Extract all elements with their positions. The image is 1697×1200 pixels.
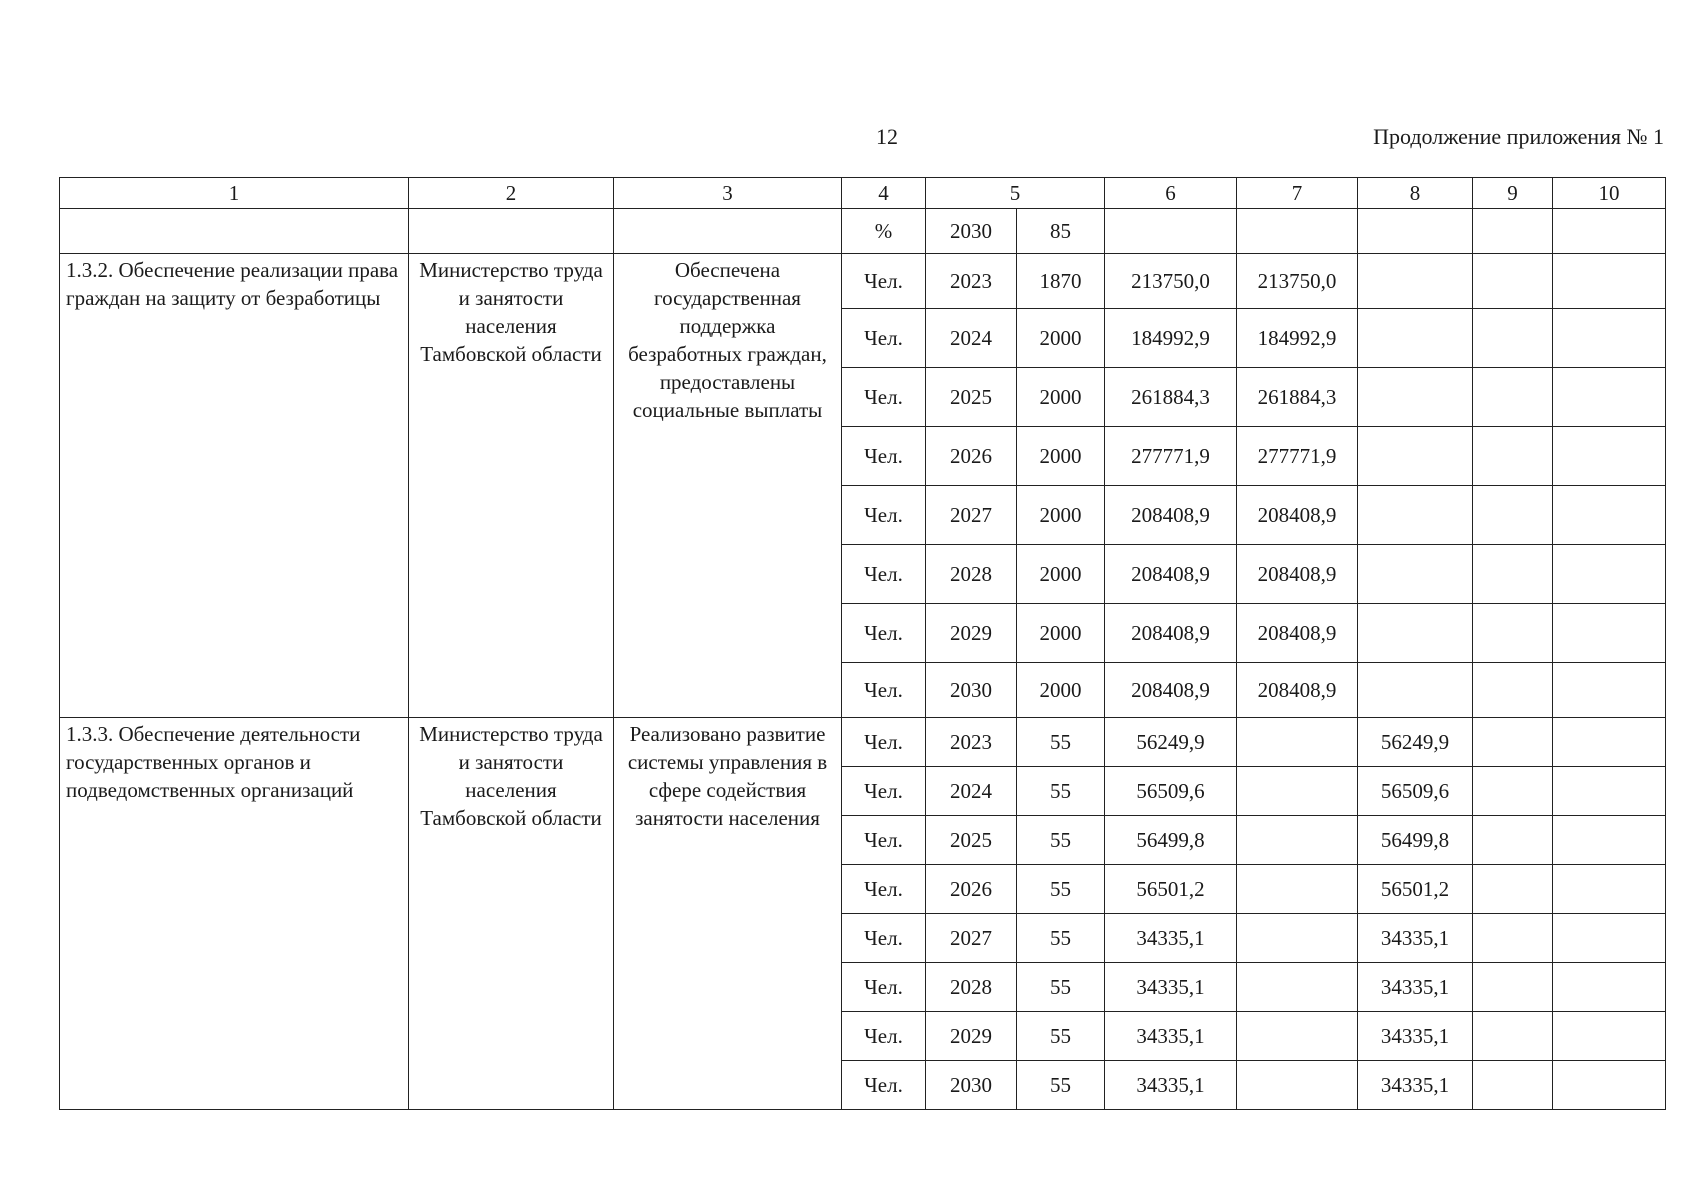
amount-col9-cell [1473, 663, 1553, 718]
column-number: 1 [60, 178, 409, 209]
value-cell: 55 [1017, 816, 1105, 865]
measure-name: 1.3.3. Обеспечение деятельности государственных органов и подведомственных организаций [60, 718, 409, 1110]
column-number: 7 [1237, 178, 1358, 209]
unit-cell: Чел. [842, 604, 926, 663]
amount-col10-cell [1553, 309, 1666, 368]
amount-col7-cell: 208408,9 [1237, 545, 1358, 604]
amount-col9-cell [1473, 1061, 1553, 1110]
amount-col8-cell [1358, 254, 1473, 309]
unit-cell: % [842, 209, 926, 254]
amount-col7-cell: 277771,9 [1237, 427, 1358, 486]
amount-col6-cell: 208408,9 [1105, 486, 1237, 545]
amount-col7-cell: 261884,3 [1237, 368, 1358, 427]
amount-col8-cell [1358, 545, 1473, 604]
table-row [60, 718, 1666, 767]
value-cell: 55 [1017, 1061, 1105, 1110]
year-cell: 2027 [926, 914, 1017, 963]
amount-col8-cell: 34335,1 [1358, 963, 1473, 1012]
amount-col10-cell [1553, 865, 1666, 914]
value-cell: 1870 [1017, 254, 1105, 309]
continuation-label: Продолжение приложения № 1 [1373, 124, 1664, 149]
amount-col6-cell: 213750,0 [1105, 254, 1237, 309]
amount-col6-cell: 56249,9 [1105, 718, 1237, 767]
amount-col8-cell [1358, 663, 1473, 718]
amount-col8-cell: 56249,9 [1358, 718, 1473, 767]
amount-col6-cell: 184992,9 [1105, 309, 1237, 368]
unit-cell: Чел. [842, 427, 926, 486]
amount-col9-cell [1473, 816, 1553, 865]
column-number: 3 [614, 178, 842, 209]
amount-col10-cell [1553, 604, 1666, 663]
unit-cell: Чел. [842, 663, 926, 718]
empty-cell [1553, 209, 1666, 254]
value-cell: 55 [1017, 718, 1105, 767]
unit-cell: Чел. [842, 963, 926, 1012]
unit-cell: Чел. [842, 309, 926, 368]
page-number: 12 [876, 124, 898, 149]
amount-col7-cell [1237, 767, 1358, 816]
amount-col6-cell: 208408,9 [1105, 604, 1237, 663]
amount-col8-cell: 34335,1 [1358, 1012, 1473, 1061]
amount-col9-cell [1473, 718, 1553, 767]
unit-cell: Чел. [842, 545, 926, 604]
amount-col7-cell [1237, 816, 1358, 865]
amount-col6-cell: 208408,9 [1105, 545, 1237, 604]
unit-cell: Чел. [842, 486, 926, 545]
unit-cell: Чел. [842, 914, 926, 963]
amount-col6-cell: 56501,2 [1105, 865, 1237, 914]
unit-cell: Чел. [842, 1012, 926, 1061]
amount-col6-cell: 261884,3 [1105, 368, 1237, 427]
amount-col7-cell [1237, 914, 1358, 963]
empty-cell [1473, 209, 1553, 254]
amount-col7-cell [1237, 963, 1358, 1012]
measure-name: 1.3.2. Обеспечение реализации права граждан на защиту от безработицы [60, 254, 409, 718]
amount-col9-cell [1473, 767, 1553, 816]
column-number: 6 [1105, 178, 1237, 209]
unit-cell: Чел. [842, 816, 926, 865]
amount-col8-cell: 34335,1 [1358, 1061, 1473, 1110]
amount-col10-cell [1553, 1061, 1666, 1110]
amount-col9-cell [1473, 865, 1553, 914]
year-cell: 2025 [926, 816, 1017, 865]
amount-col9-cell [1473, 1012, 1553, 1061]
amount-col9-cell [1473, 545, 1553, 604]
value-cell: 2000 [1017, 604, 1105, 663]
unit-cell: Чел. [842, 865, 926, 914]
value-cell: 2000 [1017, 486, 1105, 545]
amount-col10-cell [1553, 767, 1666, 816]
year-cell: 2030 [926, 209, 1017, 254]
year-cell: 2028 [926, 963, 1017, 1012]
year-cell: 2026 [926, 865, 1017, 914]
column-number: 10 [1553, 178, 1666, 209]
amount-col8-cell [1358, 309, 1473, 368]
amount-col9-cell [1473, 254, 1553, 309]
amount-col6-cell: 34335,1 [1105, 1012, 1237, 1061]
amount-col10-cell [1553, 816, 1666, 865]
table-row [60, 209, 1666, 254]
amount-col10-cell [1553, 914, 1666, 963]
amount-col9-cell [1473, 604, 1553, 663]
amount-col9-cell [1473, 963, 1553, 1012]
amount-col8-cell: 56501,2 [1358, 865, 1473, 914]
appendix-table [59, 177, 1666, 1110]
amount-col7-cell: 208408,9 [1237, 604, 1358, 663]
amount-col7-cell: 208408,9 [1237, 663, 1358, 718]
amount-col10-cell [1553, 254, 1666, 309]
empty-cell [1105, 209, 1237, 254]
result-description: Обеспечена государственная поддержка безработных граждан, предоставлены социальные выплаты [614, 254, 842, 718]
amount-col7-cell [1237, 718, 1358, 767]
amount-col10-cell [1553, 663, 1666, 718]
amount-col8-cell: 56499,8 [1358, 816, 1473, 865]
amount-col9-cell [1473, 486, 1553, 545]
amount-col10-cell [1553, 1012, 1666, 1061]
value-cell: 2000 [1017, 663, 1105, 718]
amount-col7-cell: 208408,9 [1237, 486, 1358, 545]
value-cell: 55 [1017, 767, 1105, 816]
year-cell: 2023 [926, 718, 1017, 767]
amount-col6-cell: 56499,8 [1105, 816, 1237, 865]
year-cell: 2024 [926, 309, 1017, 368]
unit-cell: Чел. [842, 718, 926, 767]
column-number: 5 [926, 178, 1105, 209]
column-number: 2 [409, 178, 614, 209]
amount-col10-cell [1553, 368, 1666, 427]
year-cell: 2026 [926, 427, 1017, 486]
year-cell: 2024 [926, 767, 1017, 816]
value-cell: 2000 [1017, 368, 1105, 427]
amount-col6-cell: 56509,6 [1105, 767, 1237, 816]
amount-col6-cell: 34335,1 [1105, 1061, 1237, 1110]
empty-cell [1237, 209, 1358, 254]
executor-name: Министерство труда и занятости населения Тамбовской области [409, 718, 614, 1110]
empty-cell [614, 209, 842, 254]
value-cell: 2000 [1017, 545, 1105, 604]
amount-col7-cell [1237, 1012, 1358, 1061]
result-description: Реализовано развитие системы управления в сфере содействия занятости населения [614, 718, 842, 1110]
year-cell: 2025 [926, 368, 1017, 427]
amount-col8-cell [1358, 368, 1473, 427]
unit-cell: Чел. [842, 1061, 926, 1110]
amount-col9-cell [1473, 368, 1553, 427]
column-number: 4 [842, 178, 926, 209]
value-cell: 2000 [1017, 309, 1105, 368]
value-cell: 2000 [1017, 427, 1105, 486]
table-row [60, 254, 1666, 309]
empty-cell [1358, 209, 1473, 254]
empty-cell [60, 209, 409, 254]
value-cell: 55 [1017, 914, 1105, 963]
amount-col8-cell: 34335,1 [1358, 914, 1473, 963]
year-cell: 2028 [926, 545, 1017, 604]
amount-col7-cell [1237, 1061, 1358, 1110]
amount-col9-cell [1473, 914, 1553, 963]
amount-col10-cell [1553, 963, 1666, 1012]
amount-col6-cell: 208408,9 [1105, 663, 1237, 718]
year-cell: 2030 [926, 1061, 1017, 1110]
unit-cell: Чел. [842, 767, 926, 816]
executor-name: Министерство труда и занятости населения Тамбовской области [409, 254, 614, 718]
amount-col6-cell: 34335,1 [1105, 914, 1237, 963]
empty-cell [409, 209, 614, 254]
amount-col8-cell [1358, 486, 1473, 545]
year-cell: 2029 [926, 1012, 1017, 1061]
amount-col9-cell [1473, 427, 1553, 486]
amount-col7-cell [1237, 865, 1358, 914]
year-cell: 2029 [926, 604, 1017, 663]
amount-col6-cell: 34335,1 [1105, 963, 1237, 1012]
amount-col7-cell: 184992,9 [1237, 309, 1358, 368]
unit-cell: Чел. [842, 368, 926, 427]
amount-col8-cell: 56509,6 [1358, 767, 1473, 816]
amount-col7-cell: 213750,0 [1237, 254, 1358, 309]
value-cell: 55 [1017, 865, 1105, 914]
year-cell: 2030 [926, 663, 1017, 718]
value-cell: 55 [1017, 1012, 1105, 1061]
amount-col10-cell [1553, 427, 1666, 486]
column-number-row [60, 178, 1666, 209]
amount-col8-cell [1358, 427, 1473, 486]
value-cell: 85 [1017, 209, 1105, 254]
amount-col6-cell: 277771,9 [1105, 427, 1237, 486]
column-number: 8 [1358, 178, 1473, 209]
amount-col8-cell [1358, 604, 1473, 663]
amount-col10-cell [1553, 486, 1666, 545]
amount-col10-cell [1553, 545, 1666, 604]
year-cell: 2023 [926, 254, 1017, 309]
unit-cell: Чел. [842, 254, 926, 309]
amount-col9-cell [1473, 309, 1553, 368]
column-number: 9 [1473, 178, 1553, 209]
year-cell: 2027 [926, 486, 1017, 545]
amount-col10-cell [1553, 718, 1666, 767]
value-cell: 55 [1017, 963, 1105, 1012]
